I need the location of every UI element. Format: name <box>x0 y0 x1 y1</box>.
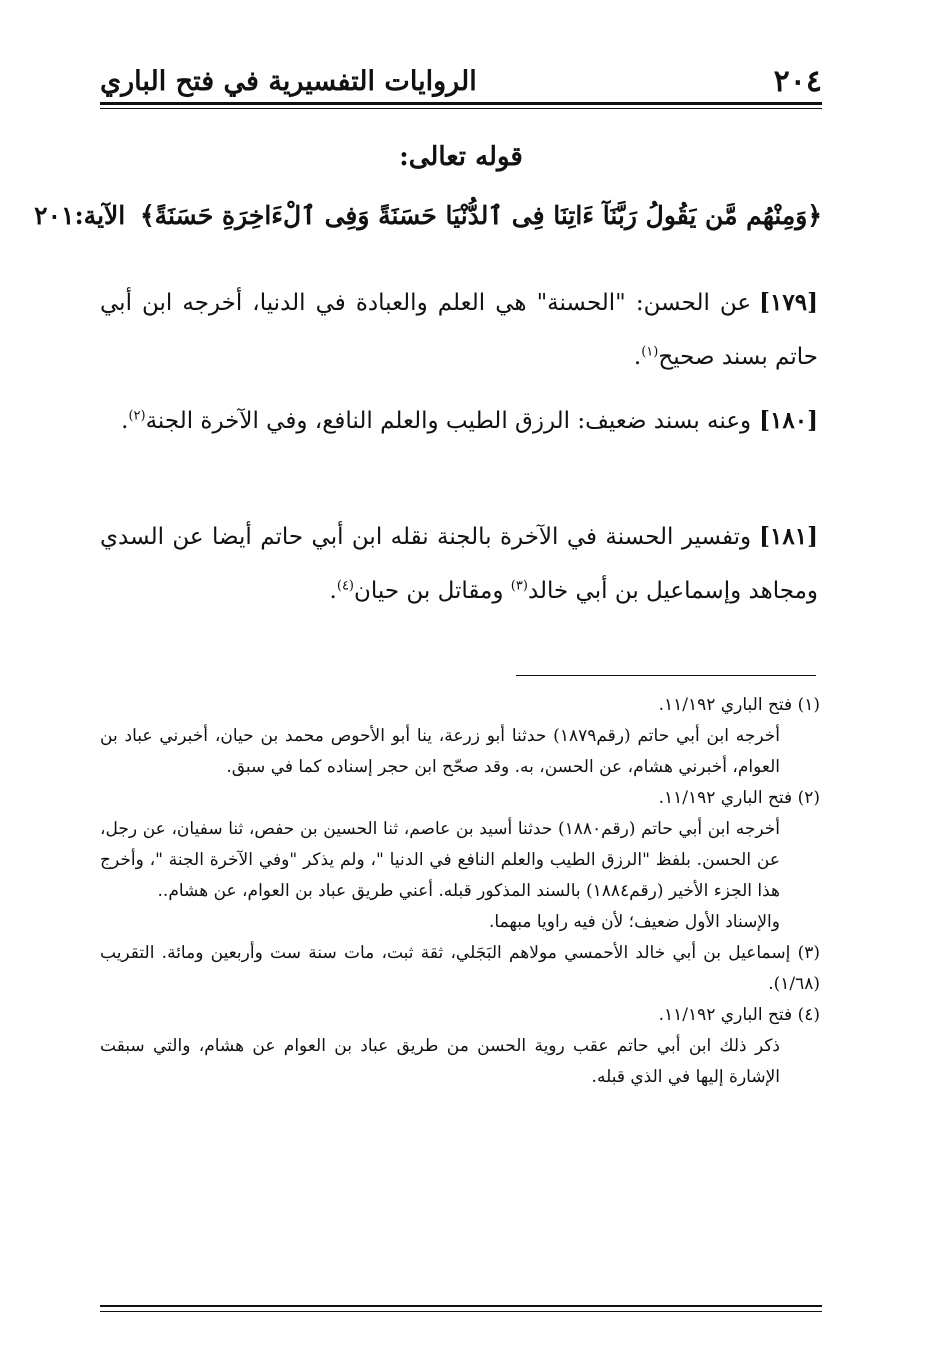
quran-verse <box>34 196 822 236</box>
paragraph-text: عن الحسن: "الحسنة" هي العلم والعبادة في الدنيا، أخرجه ابن أبي حاتم بسند صحيح <box>100 290 818 370</box>
footnote-2-source: (٢) فتح الباري ١١/١٩٢. <box>658 788 820 808</box>
footnote-ref: (٢) <box>128 408 146 424</box>
page-header <box>100 62 822 102</box>
footnote-ref: (٤) <box>336 578 354 594</box>
bottom-rule <box>100 1305 822 1307</box>
footnote-separator <box>516 675 816 676</box>
paragraph-end: . <box>329 578 337 604</box>
paragraph-text: وتفسير الحسنة في الآخرة بالجنة نقله ابن أبي حاتم أيضا عن السدي ومجاهد وإسماعيل بن أبي خالد <box>100 524 818 604</box>
paragraph-180 <box>100 394 818 448</box>
footnote-1-body: أخرجه ابن أبي حاتم (رقم١٨٧٩) حدثنا أبو زرعة، ينا أبو الأحوص محمد بن حيان، أخبرني عباد بن العوام، أخبرني هشام، عن الحسن، به. وقد صحّح ابن حجر إسناده كما في سبق. <box>100 726 780 777</box>
footnotes <box>100 690 820 1093</box>
paragraph-number: [١٨١] <box>759 523 818 550</box>
verse-text: ﴿وَمِنْهُم مَّن يَقُولُ رَبَّنَآ ءَاتِنَا فِى ٱلدُّنْيَا حَسَنَةً وَفِى ٱلْءَاخِرَةِ حَسَنَةً﴾ <box>139 201 822 230</box>
verse-reference: الآية:٢٠١ <box>34 201 126 230</box>
running-title: الروايات التفسيرية في فتح الباري <box>100 66 477 97</box>
paragraph-text: وعنه بسند ضعيف: الرزق الطيب والعلم النافع، وفي الآخرة الجنة <box>145 408 752 434</box>
footnote-2-body-continued: والإسناد الأول ضعيف؛ لأن فيه راويا مبهما. <box>488 912 780 932</box>
paragraph-179 <box>100 276 818 384</box>
section-heading: قوله تعالى: <box>399 142 523 172</box>
footnote-ref: (٣) <box>510 578 528 594</box>
paragraph-181 <box>100 510 818 618</box>
page-number: ٢٠٤ <box>773 64 822 99</box>
footnote-2-body: أخرجه ابن أبي حاتم (رقم١٨٨٠) حدثنا أسيد بن عاصم، ثنا الحسين بن حفص، ثنا سفيان، عن رجل، عن الحسن. بلفظ "الرزق الطيب والعلم النافع في الدنيا "، ولم يذكر "وفي الآخرة الجنة "، وأخرج هذا الجزء الأخير (رقم١٨٨٤) بالسند المذكور قبله. أعني طريق عباد بن العوام، عن هشام.. <box>100 819 781 901</box>
paragraph-number: [١٨٠] <box>759 407 818 434</box>
header-rule <box>100 102 822 105</box>
footnote-4-body: ذكر ذلك ابن أبي حاتم عقب روية الحسن من طريق عباد بن العوام عن هشام، والتي سبقت الإشارة إليها في الذي قبله. <box>100 1036 780 1087</box>
paragraph-number: [١٧٩] <box>759 289 818 316</box>
paragraph-end: . <box>633 344 642 370</box>
paragraph-end: . <box>121 408 129 434</box>
footnote-3: (٣) إسماعيل بن أبي خالد الأحمسي مولاهم البَجَلي، ثقة ثبت، مات سنة ست وأربعين ومائة. التقريب (١/٦٨). <box>100 943 820 994</box>
header-rule-thin <box>100 108 822 109</box>
paragraph-text-continued: ومقاتل بن حيان <box>354 578 504 604</box>
bottom-rule-thin <box>100 1311 822 1312</box>
footnote-1-source: (١) فتح الباري ١١/١٩٢. <box>658 695 820 715</box>
footnote-ref: (١) <box>641 344 659 360</box>
footnote-4-source: (٤) فتح الباري ١١/١٩٢. <box>658 1005 820 1025</box>
